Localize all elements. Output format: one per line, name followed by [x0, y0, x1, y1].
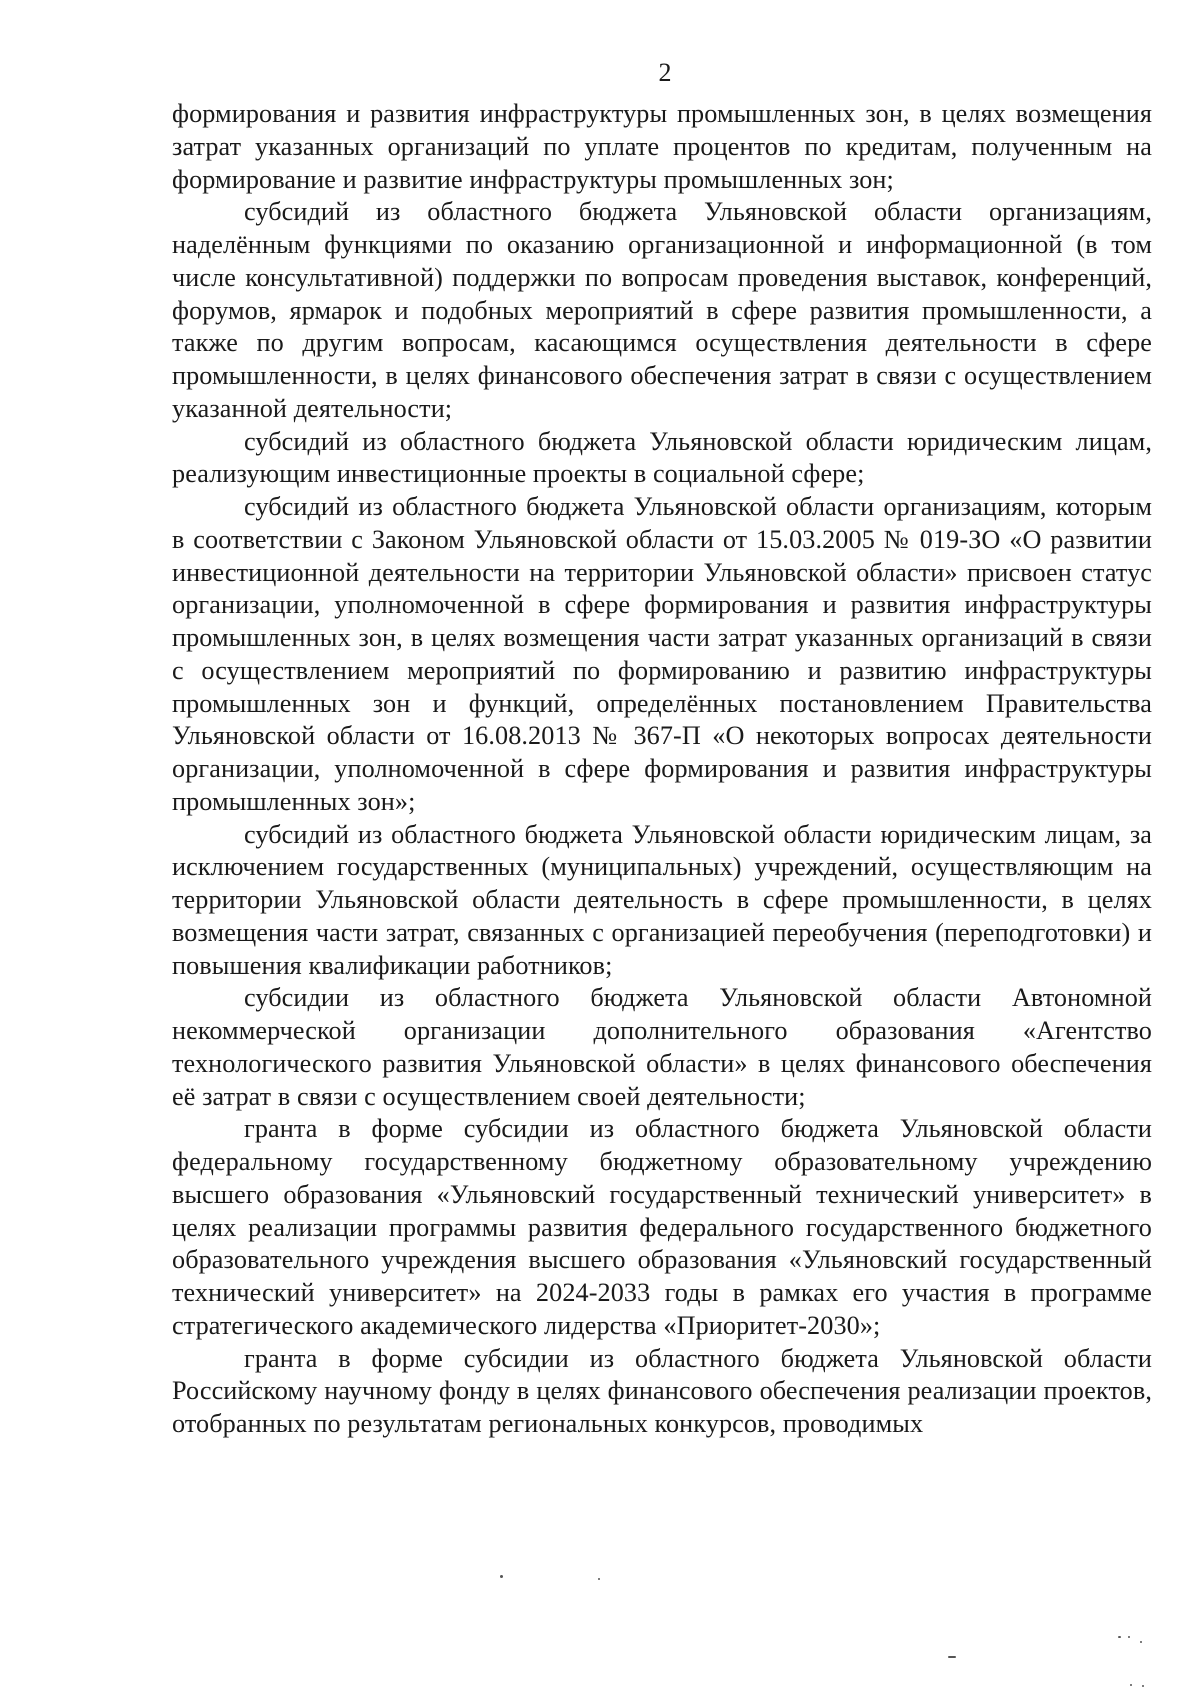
- paragraph: гранта в форме субсидии из областного бюджета Ульяновской области Российскому научному фонду в целях финансового обеспечения реализации проектов, отобранных по результатам региональных конкурсов, проводимых: [172, 1343, 1152, 1438]
- paragraph: субсидий из областного бюджета Ульяновской области юридическим лицам, реализующим инвестиционные проекты в социальной сфере;: [172, 426, 1152, 489]
- paragraph: субсидий из областного бюджета Ульяновской области организациям, наделённым функциями по оказанию организационной и информационной (в том числе консультативной) поддержки по вопросам проведения выставок, конференций, форумов, ярмарок и подобных мероприятий в сфере развития промышленности, а также по другим вопросам, касающимся осуществления деятельности в сфере промышленности, в целях финансового обеспечения затрат в связи с осуществлением указанной деятельности;: [172, 197, 1152, 423]
- scan-speck: [1118, 1636, 1121, 1638]
- paragraph: субсидий из областного бюджета Ульяновской области организациям, которым в соответствии с Законом Ульяновской области от 15.03.2005 № 019-ЗО «О развитии инвестиционной деятельности на территории Ульяновской области» присвоен статус организации, уполномоченной в сфере формирования и развития инфраструктуры промышленных зон, в целях возмещения части затрат указанных организаций в связи с осуществлением мероприятий по формированию и развитию инфраструктуры промышленных зон и функций, определённых постановлением Правительства Ульяновской области от 16.08.2013 № 367-П «О некоторых вопросах деятельности организации, уполномоченной в сфере формирования и развития инфраструктуры промышленных зон»;: [172, 492, 1152, 816]
- paragraph-continuation: формирования и развития инфраструктуры промышленных зон, в целях возмещения затрат указанных организаций по уплате процентов по кредитам, полученным на формирование и развитие инфраструктуры промышленных зон;: [172, 99, 1152, 194]
- scan-speck: [500, 1575, 503, 1578]
- scan-speck: [1130, 1684, 1132, 1686]
- scan-speck: [948, 1656, 956, 1658]
- paragraph: субсидии из областного бюджета Ульяновской области Автономной некоммерческой организации дополнительного образования «Агентство технологического развития Ульяновской области» в целях финансового обеспечения её затрат в связи с осуществлением своей деятельности;: [172, 983, 1152, 1111]
- paragraph: субсидий из областного бюджета Ульяновской области юридическим лицам, за исключением государственных (муниципальных) учреждений, осуществляющим на территории Ульяновской области деятельность в сфере промышленности, в целях возмещения части затрат, связанных с организацией переобучения (переподготовки) и повышения квалификации работников;: [172, 819, 1152, 980]
- scan-speck: [1140, 1641, 1142, 1643]
- scan-speck: [1142, 1685, 1144, 1687]
- page-number: 2: [658, 58, 672, 87]
- paragraph: гранта в форме субсидии из областного бюджета Ульяновской области федеральному государственному бюджетному образовательному учреждению высшего образования «Ульяновский государственный технический университет» в целях реализации программы развития федерального государственного бюджетного образовательного учреждения высшего образования «Ульяновский государственный технический университет» на 2024-2033 годы в рамках его участия в программе стратегического академического лидерства «Приоритет-2030»;: [172, 1114, 1152, 1340]
- document-body: [172, 98, 1152, 1441]
- scan-speck: [598, 1578, 600, 1580]
- scan-speck: [1128, 1636, 1130, 1638]
